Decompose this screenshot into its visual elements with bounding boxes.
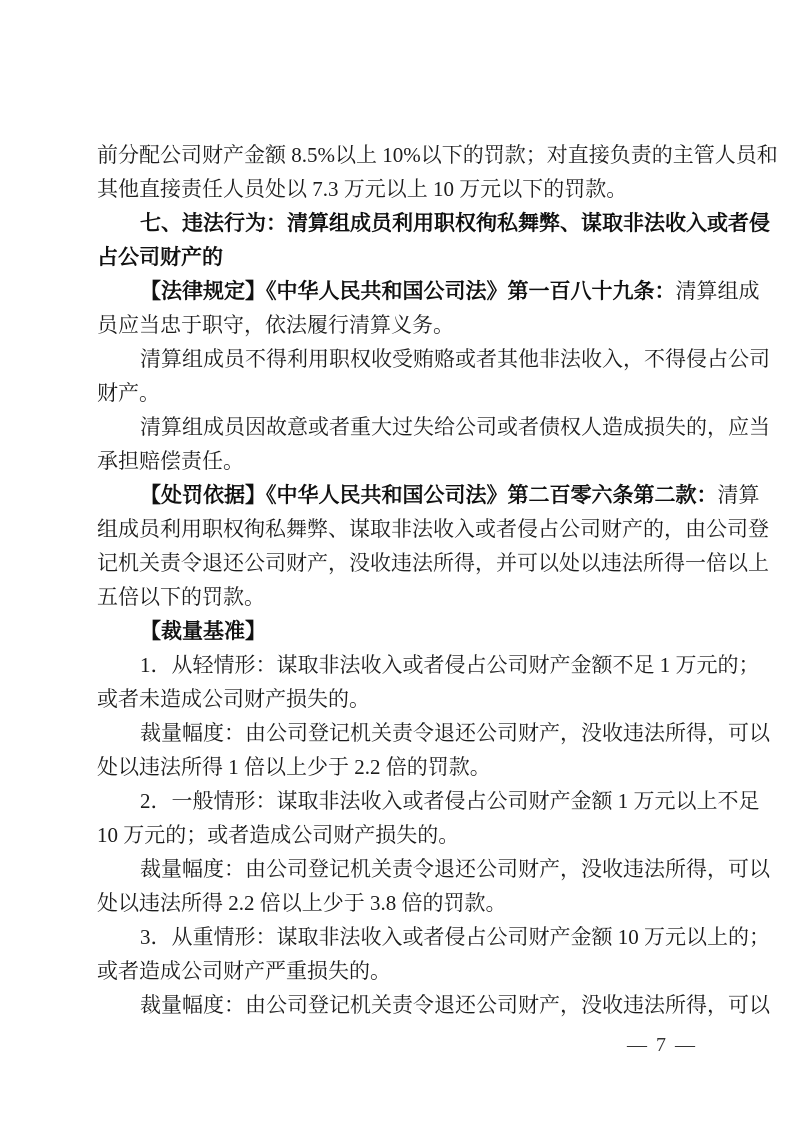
body-text-segment: 裁量幅度：由公司登记机关责令退还公司财产，没收违法所得，可以 (140, 857, 770, 881)
body-text-segment: 财产。 (97, 381, 160, 405)
body-text-segment: 前分配公司财产金额 8.5%以上 10%以下的罚款；对直接负责的主管人员和 (97, 143, 778, 167)
text-line (97, 410, 770, 444)
text-line (97, 478, 760, 512)
body-text-segment: 员应当忠于职守，依法履行清算义务。 (97, 313, 454, 337)
body-text-segment: 其他直接责任人员处以 7.3 万元以上 10 万元以下的罚款。 (97, 177, 628, 201)
text-line (97, 920, 770, 954)
text-line (97, 376, 703, 410)
heading-text-segment: 【处罚依据】《中华人民共和国公司法》第二百零六条第二款： (140, 484, 718, 507)
body-text-segment: 清算组成员因故意或者重大过失给公司或者债权人造成损失的，应当 (140, 415, 770, 439)
document-body (97, 138, 778, 1022)
text-line (97, 546, 769, 580)
text-line (97, 784, 760, 818)
page-footer (627, 1032, 697, 1058)
text-line (97, 240, 703, 274)
body-text-segment: 裁量幅度：由公司登记机关责令退还公司财产，没收违法所得，可以 (140, 993, 770, 1017)
text-line (97, 172, 703, 206)
text-line (97, 274, 760, 308)
text-line (97, 988, 770, 1022)
text-line (97, 716, 770, 750)
body-text-segment: 3．从重情形：谋取非法收入或者侵占公司财产金额 10 万元以上的； (140, 925, 770, 949)
text-line (97, 682, 703, 716)
body-text-segment: 组成员利用职权徇私舞弊、谋取非法收入或者侵占公司财产的，由公司登 (97, 517, 769, 541)
body-text-segment: 处以违法所得 2.2 倍以上少于 3.8 倍的罚款。 (97, 891, 507, 915)
text-line (97, 614, 703, 648)
body-text-segment: 清算 (717, 483, 760, 507)
body-text-segment: 清算组成员不得利用职权收受贿赂或者其他非法收入，不得侵占公司 (140, 347, 770, 371)
text-line (97, 954, 703, 988)
body-text-segment: 或者造成公司财产严重损失的。 (97, 959, 391, 983)
text-line (97, 648, 760, 682)
heading-text-segment: 【裁量基准】 (140, 620, 266, 643)
heading-text-segment: 七、违法行为：清算组成员利用职权徇私舞弊、谋取非法收入或者侵 (140, 212, 770, 235)
text-line (97, 852, 770, 886)
text-line (97, 512, 769, 546)
text-line (97, 818, 703, 852)
heading-text-segment: 【法律规定】《中华人民共和国公司法》第一百八十九条： (140, 280, 676, 303)
page-number: — 7 — (627, 1034, 697, 1056)
body-text-segment: 裁量幅度：由公司登记机关责令退还公司财产，没收违法所得，可以 (140, 721, 770, 745)
body-text-segment: 10 万元的；或者造成公司财产损失的。 (97, 823, 460, 847)
body-text-segment: 记机关责令退还公司财产，没收违法所得，并可以处以违法所得一倍以上 (97, 551, 769, 575)
text-line (97, 444, 703, 478)
body-text-segment: 或者未造成公司财产损失的。 (97, 687, 370, 711)
text-line (97, 206, 770, 240)
text-line (97, 886, 703, 920)
body-text-segment: 2．一般情形：谋取非法收入或者侵占公司财产金额 1 万元以上不足 (140, 789, 760, 813)
body-text-segment: 清算组成 (675, 279, 760, 303)
heading-text-segment: 占公司财产的 (97, 246, 223, 269)
text-line (97, 138, 778, 172)
text-line (97, 580, 703, 614)
body-text-segment: 1．从轻情形：谋取非法收入或者侵占公司财产金额不足 1 万元的； (140, 653, 760, 677)
text-line (97, 750, 703, 784)
text-line (97, 342, 770, 376)
body-text-segment: 五倍以下的罚款。 (97, 585, 265, 609)
body-text-segment: 处以违法所得 1 倍以上少于 2.2 倍的罚款。 (97, 755, 491, 779)
body-text-segment: 承担赔偿责任。 (97, 449, 244, 473)
text-line (97, 308, 703, 342)
